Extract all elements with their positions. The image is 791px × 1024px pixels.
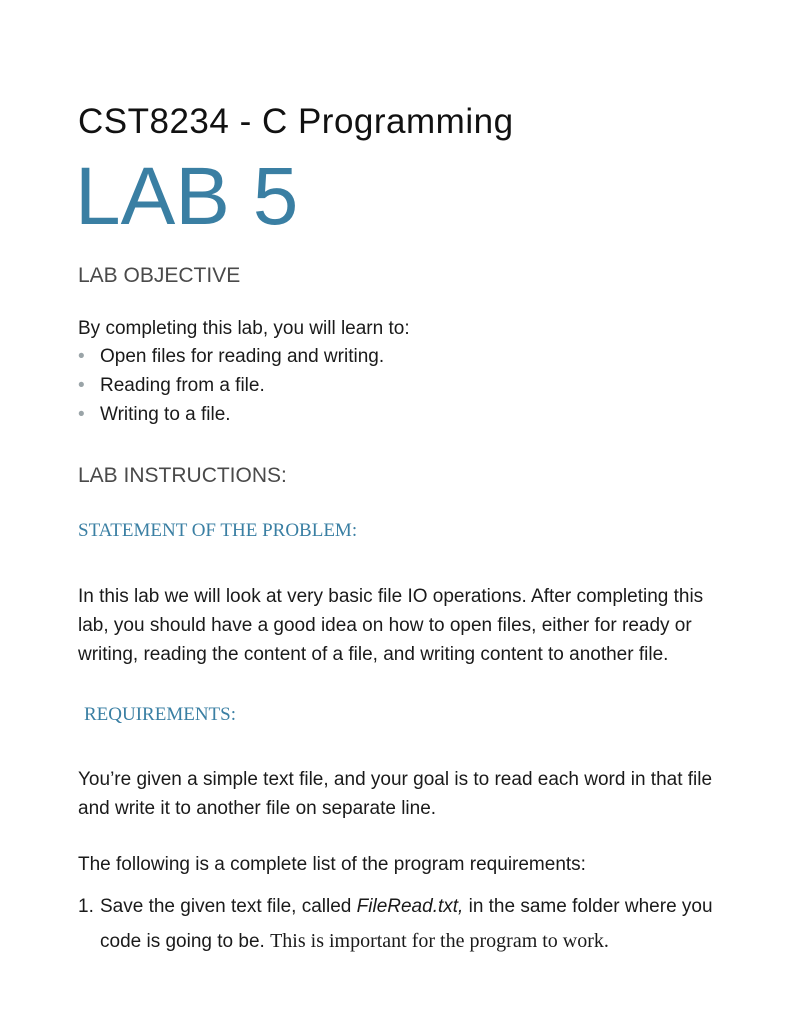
bullet-icon: • — [78, 375, 85, 396]
objective-item — [78, 346, 384, 375]
lab-objective-heading: LAB OBJECTIVE — [78, 264, 241, 287]
objective-item — [78, 375, 384, 404]
filename-text: FileRead.txt, — [356, 896, 464, 917]
requirement-text-continued: in the same folder where you code is going to be. — [100, 896, 713, 952]
requirement-text: Save the given text file, called — [100, 896, 357, 917]
statement-heading: STATEMENT OF THE PROBLEM: — [78, 520, 358, 541]
objective-list — [78, 346, 384, 433]
objective-intro: By completing this lab, you will learn to: — [78, 318, 410, 339]
lab-title: LAB 5 — [75, 151, 299, 242]
statement-paragraph: In this lab we will look at very basic file IO operations. After completing this lab, you should have a good idea on how to open files, either for ready or writing, reading the content of a file, and writing content to another file. — [78, 586, 704, 665]
objective-item-text: Writing to a file. — [100, 404, 231, 425]
lab-instructions-heading: LAB INSTRUCTIONS: — [78, 464, 287, 487]
bullet-icon: • — [78, 346, 85, 367]
objective-item-text: Reading from a file. — [100, 375, 265, 396]
bullet-icon: • — [78, 404, 85, 425]
objective-item — [78, 404, 384, 433]
requirement-number: 1. — [78, 896, 94, 917]
requirements-heading: REQUIREMENTS: — [84, 704, 236, 725]
requirement-item — [78, 890, 718, 959]
course-title: CST8234 - C Programming — [78, 102, 514, 141]
requirements-list — [78, 890, 718, 959]
requirements-list-intro: The following is a complete list of the program requirements: — [78, 854, 586, 875]
requirement-emphasis: This is important for the program to work. — [270, 930, 609, 952]
requirements-paragraph: You’re given a simple text file, and your goal is to read each word in that file and write it to another file on separate line. — [78, 769, 713, 819]
objective-item-text: Open files for reading and writing. — [100, 346, 385, 367]
